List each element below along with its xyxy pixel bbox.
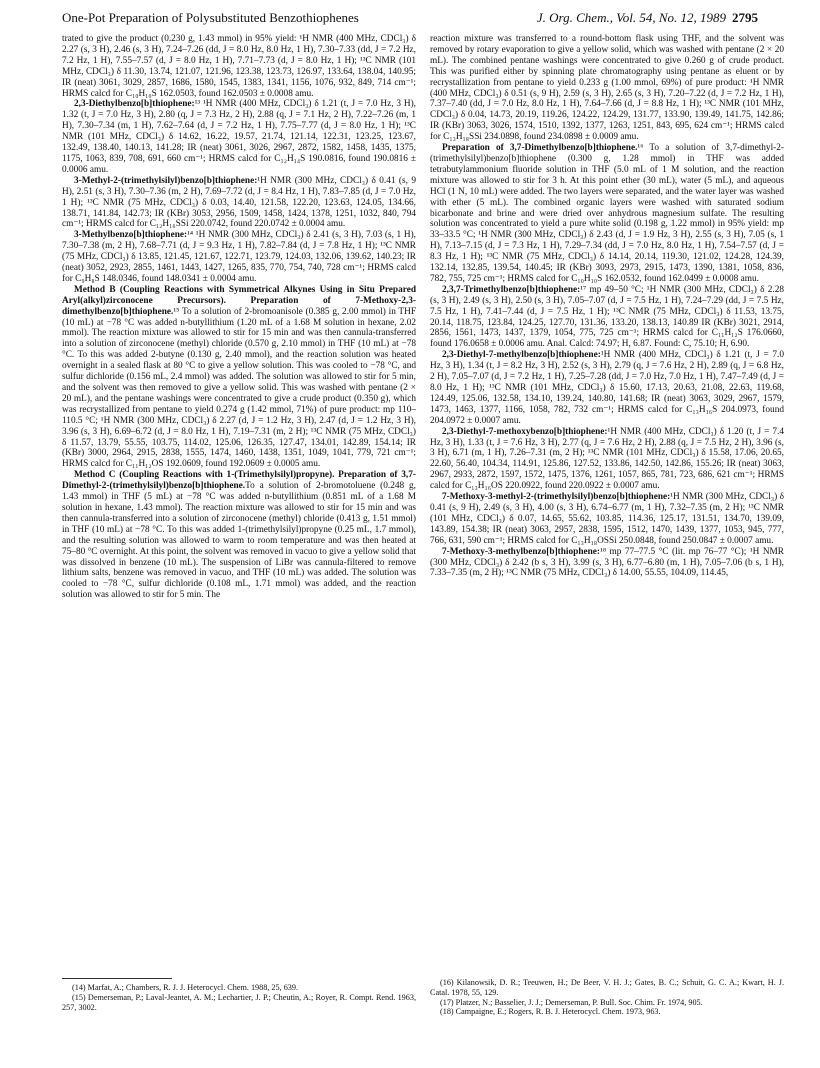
entry-title: 2,3,7-Trimethylbenzo[b]thiophene: xyxy=(442,284,581,295)
footnotes-left xyxy=(62,978,416,1012)
entry-title: 2,3-Diethyl-7-methoxybenzo[b]thiophene: xyxy=(442,426,608,437)
footnote: (16) Kilanowsik, D. R.; Teeuwen, H.; De Beer, V. H. J.; Gates, B. C.; Schuit, G. C. A.; Kwart, H. J. Catal. 1978, 55, 129. xyxy=(430,978,784,997)
journal-name: J. Org. Chem., Vol. 54, No. 12, 1989 xyxy=(536,10,726,25)
entry-title: 3-Methyl-2-(trimethylsilyl)benzo[b]thiophene: xyxy=(74,175,258,186)
entry-text: trated to give the product (0.230 g, 1.43 mmol) in 95% yield: ¹H NMR (400 MHz, CDCl₃) δ 2.27 (s, 3 H), 2.46 (s, 3 H), 7.24–7.26 (dd, J = 8.0 Hz, 8.0 Hz, 1 H), 7.30–7.33 (dd, J = 7.2 Hz, 7.2 Hz, 1 H), 7.55–7.57 (d, J = 8.0 Hz, 1 H), 7.71–7.73 (d, J = 8.0 Hz, 1 H); ¹³C NMR (101 MHz, CDCl₃) δ 11.30, 13.74, 121.07, 121.96, 123.38, 123.73, 126.97, 133.64, 138.04, 140.95; IR (neat) 3061, 3029, 2857, 1686, 1580, 1545, 1383, 1341, 1156, 1076, 932, 849, 714 cm⁻¹; HRMS calcd for C₁₀H₁₀S 162.0503, found 162.0503 ± 0.0008 amu. xyxy=(62,34,416,99)
entry-text: ¹³ ¹H NMR (400 MHz, CDCl₃) δ 1.21 (t, J = 7.0 Hz, 3 H), 1.32 (t, J = 7.0 Hz, 3 H), 2.80 (q, J = 7.3 Hz, 2 H), 2.88 (q, J = 7.1 Hz, 2 H), 7.22–7.26 (m, 1 H), 7.30–7.34 (m, 1 H), 7.62–7.64 (d, J = 7.2 Hz, 1 H), 7.75–7.77 (d, J = 8.0 Hz, 1 H); ¹³C NMR (101 MHz, CDCl₃) δ 14.62, 16.22, 19.57, 21.74, 121.14, 122.31, 123.25, 123.67, 132.49, 138.40, 140.13, 141.28; IR (neat) 3061, 3026, 2967, 2872, 1582, 1458, 1435, 1375, 1175, 1063, 839, 708, 691, 660 cm⁻¹; HRMS calcd for C₁₂H₁₄S 190.0816, found 190.0816 ± 0.0006 amu. xyxy=(62,99,416,175)
footnote: (14) Marfat, A.; Chambers, R. J. J. Heterocycl. Chem. 1988, 25, 639. xyxy=(72,983,299,992)
compound-entry xyxy=(430,285,784,350)
entry-text: reaction mixture was transferred to a round-bottom flask using THF, and the solvent was removed by rotary evaporation to give a yellow solid, which was washed with pentane (2 × 20 mL). The combined pentane washings were concentrated to give 0.260 g of crude product. This was purified either by spinning plate chromatography using pentane as eluent or by recrystallization from pentane to yield 0.233 g (1.00 mmol, 69%) of pure product: ¹H NMR (400 MHz, CDCl₃) δ 0.51 (s, 9 H), 2.59 (s, 3 H), 2.65 (s, 3 H), 7.20–7.22 (d, J = 7.2 Hz, 1 H), 7.37–7.40 (dd, J = 7.0 Hz, 8.0 Hz, 1 H), 7.64–7.66 (d, J = 8.8 Hz, 1 H); ¹³C NMR (101 MHz, CDCl₃) δ 0.04, 14.73, 20.19, 119.26, 124.22, 124.29, 131.77, 133.90, 139.49, 141.75, 142.86; IR (KBr) 3063, 3026, 1574, 1510, 1392, 1377, 1263, 1251, 843, 695, 624 cm⁻¹; HRMS calcd for C₁₃H₁₈SSi 234.0898, found 234.0898 ± 0.0009 amu. xyxy=(430,34,784,143)
compound-entry xyxy=(62,99,416,175)
entry-text: ¹H NMR (400 MHz, CDCl₃) δ 1.20 (t, J = 7.4 Hz, 3 H), 1.33 (t, J = 7.6 Hz, 3 H), 2.77 (q, J = 7.6 Hz, 2 H), 2.88 (q, J = 7.5 Hz, 2 H), 3.96 (s, 3 H), 6.71 (m, 1 H), 7.26–7.31 (m, 2 H); ¹³C NMR (101 MHz, CDCl₃) δ 15.58, 17.06, 20.65, 22.60, 56.40, 104.34, 114.91, 125.86, 127.52, 133.86, 142.50, 142.86, 155.26; IR (neat) 3063, 2967, 2933, 2872, 1597, 1572, 1475, 1376, 1261, 1057, 865, 781, 723, 686, 621 cm⁻¹; HRMS calcd for C₁₃H₁₆OS 220.0922, found 220.0922 ± 0.0007 amu. xyxy=(430,426,784,492)
compound-entry xyxy=(430,492,784,547)
entry-text: ¹H NMR (300 MHz, CDCl₃) δ 0.41 (s, 9 H), 2.49 (s, 3 H), 4.00 (s, 3 H), 6.74–6.77 (m, 1 H), 7.32–7.35 (m, 2 H); ¹³C NMR (101 MHz, CDCl₃) δ 0.07, 14.65, 55.62, 103.85, 114.36, 125.17, 131.51, 134.70, 139.09, 143.89, 154.38; IR (neat) 3063, 2957, 2838, 1595, 1512, 1470, 1439, 1377, 1053, 945, 777, 766, 631, 590 cm⁻¹; HRMS calcd for C₁₃H₁₈OSSi 250.0848, found 250.0847 ± 0.0007 amu. xyxy=(430,492,784,546)
entry-text: ¹⁴ ¹H NMR (300 MHz, CDCl₃) δ 2.41 (s, 3 H), 7.03 (s, 1 H), 7.30–7.38 (m, 2 H), 7.68–7.71 (d, J = 9.3 Hz, 1 H), 7.82–7.84 (d, J = 7.8 Hz, 1 H); ¹³C NMR (75 MHz, CDCl₃) δ 13.85, 121.45, 121.67, 122.71, 123.79, 124.03, 132.06, 139.62, 140.23; IR (neat) 3052, 2923, 2855, 1461, 1443, 1427, 1265, 835, 770, 754, 740, 728 cm⁻¹; HRMS calcd for C₉H₈S 148.0346, found 148.0341 ± 0.0004 amu. xyxy=(62,230,416,284)
footnotes-right xyxy=(430,978,784,1017)
compound-entry xyxy=(430,427,784,492)
running-title: One-Pot Preparation of Polysubstituted Benzothiophenes xyxy=(62,10,359,25)
entry-text: ¹⁷ mp 49–50 °C; ¹H NMR (300 MHz, CDCl₃) δ 2.28 (s, 3 H), 2.49 (s, 3 H), 2.50 (s, 3 H), 7.05–7.07 (d, J = 7.5 Hz, 1 H), 7.24–7.29 (dd, J = 7.5 Hz, 7.5 Hz, 1 H), 7.41–7.44 (d, J = 7.5 Hz, 1 H); ¹³C NMR (75 MHz, CDCl₃) δ 11.53, 13.75, 20.14, 118.75, 123.84, 124.25, 127.70, 131.36, 133.20, 138.13, 140.89 IR (KBr) 3021, 2914, 2856, 1561, 1473, 1437, 1379, 1054, 775, 725 cm⁻¹; HRMS calcd for C₁₁H₁₂S 176.0660, found 176.0658 ± 0.0006 amu. Anal. Calcd: 74.97; H, 6.87. Found: C, 75.10; H, 6.90. xyxy=(430,284,784,350)
entry-text: ¹H NMR (300 MHz, CDCl₃) δ 0.41 (s, 9 H), 2.51 (s, 3 H), 7.30–7.36 (m, 2 H), 7.69–7.72 (d, J = 8.4 Hz, 1 H), 7.83–7.85 (d, J = 7.0 Hz, 1 H); ¹³C NMR (75 MHz, CDCl₃) δ 0.03, 14.40, 121.58, 122.20, 123.63, 124.05, 134.66, 138.71, 141.84, 142.73; IR (KBr) 3053, 2956, 1509, 1458, 1424, 1378, 1251, 1032, 840, 794 cm⁻¹; HRMS calcd for C₁₂H₁₆SSi 220.0742, found 220.0742 ± 0.0004 amu. xyxy=(62,175,416,230)
entry-text: ¹⁵ To a solution of 2-bromoanisole (0.385 g, 2.00 mmol) in THF (10 mL) at −78 °C was added n-butyllithium (1.20 mL of a 1.68 M solution in hexane, 2.02 mmol). The reaction mixture was allowed to stir for 15 min and was then cannula-transferred into a solution of zirconocene (methyl) chloride (0.570 g, 2.10 mmol) in THF (10 mL) at −78 °C. To this was added 2-butyne (0.130 g, 2.40 mmol), and the reaction solution was heated overnight in a sealed flask at 80 °C to give a yellow solution. This was cooled to −78 °C, and sulfur dichloride (0.156 mL, 2.4 mmol) was added. The solution was allowed to stir for 5 min, and the solvent was then removed to give a yellow solid. This was washed with pentane (2 × 20 mL), and the pentane washings were concentrated to give a crude product (0.350 g), which was recrystallized from pentane to yield 0.274 g (1.42 mmol, 71%) of pure product: mp 110–110.5 °C; ¹H NMR (300 MHz, CDCl₃) δ 2.27 (d, J = 1.2 Hz, 3 H), 2.47 (d, J = 1.2 Hz, 3 H), 3.96 (s, 3 H), 6.69–6.72 (d, J = 8.0 Hz, 1 H), 7.19–7.31 (m, 2 H); ¹³C NMR (75 MHz, CDCl₃) δ 11.57, 13.79, 55.55, 103.75, 114.02, 125.06, 126.35, 127.47, 134.01, 142.89, 154.14; IR (KBr) 3000, 2964, 2915, 2838, 1555, 1474, 1460, 1438, 1351, 1049, 1041, 779, 721 cm⁻¹; HRMS calcd for C₁₁H₁₂OS 192.0609, found 192.0609 ± 0.0005 amu. xyxy=(62,306,416,470)
footnote: (15) Demerseman, P.; Laval-Jeantet, A. M.; Lechartier, J. P.; Cheutin, A.; Royer, R. Compt. Rend. 1963, 257, 3002. xyxy=(62,992,416,1012)
footnote: (18) Campaigne, E.; Rogers, R. B. J. Heterocycl. Chem. 1973, 963. xyxy=(440,1007,661,1017)
entry-title: 7-Methoxy-3-methyl-2-(trimethylsilyl)benzo[b]thiophene: xyxy=(442,492,671,503)
entry-text: ¹⁸ mp 77–77.5 °C (lit. mp 76–77 °C); ¹H NMR (300 MHz, CDCl₃) δ 2.42 (b s, 3 H), 3.99 (s, 3 H), 6.77–6.80 (m, 1 H), 7.05–7.06 (b s, 1 H), 7.33–7.35 (m, 2 H); ¹³C NMR (75 MHz, CDCl₃) δ 14.00, 55.55, 104.09, 114.45, xyxy=(430,546,784,579)
entry-title: 2,3-Diethyl-7-methylbenzo[b]thiophene: xyxy=(442,350,601,361)
entry-title: 2,3-Diethylbenzo[b]thiophene: xyxy=(74,99,195,110)
footnote: (17) Platzer, N.; Basselier, J. J.; Demerseman, P. Bull. Soc. Chim. Fr. 1974, 905. xyxy=(440,997,703,1007)
right-column xyxy=(430,34,784,579)
compound-entry xyxy=(430,547,784,580)
entry-text: To a solution of 2-bromotoluene (0.248 g, 1.43 mmol) in THF (5 mL) at −78 °C was added n-butyllithium (0.851 mL of a 1.68 M solution in hexane, 1.43 mmol). The reaction mixture was allowed to stir for 15 min and was then cannula-transferred into a solution of zirconocene (methyl) chloride (0.413 g, 1.51 mmol) in THF (10 mL) at −78 °C. To this was added 1-(trimethylsilyl)propyne (0.25 mL, 1.7 mmol), and the resulting solution was allowed to warm to room temperature and was then heated at 75–80 °C overnight. At this point, the solvent was removed in vacuo to give a yellow solid that was dissolved in benzene (10 mL). The suspension of LiBr was cannula-filtered to remove lithium salts, benzene was removed in vacuo, and THF (10 mL) was added. The solution was cooled to −78 °C, sulfur dichloride (0.108 mL, 1.71 mmol) was added, and the reaction solution was allowed to stir for 5 min. The xyxy=(62,481,416,601)
entry-title: Preparation of 3,7-Dimethylbenzo[b]thiophene. xyxy=(442,143,638,154)
compound-entry xyxy=(62,230,416,285)
compound-entry xyxy=(430,143,784,285)
compound-entry xyxy=(62,285,416,470)
footnote-rule xyxy=(62,978,172,979)
compound-entry xyxy=(62,470,416,601)
entry-text: ¹⁶ To a solution of 3,7-dimethyl-2-(trimethylsilyl)benzo[b]thiophene (0.300 g, 1.28 mmol) in THF was added tetrabutylammonium fluoride solution in THF (5.0 mL of 1 M solution, and the reaction mixture was allowed to stir for 3 h. At this point ether (30 mL), water (5 mL), and aqueous HCl (1 N, 10 mL) were added. The two layers were separated, and the water layer was washed with ether (5 mL). The combined organic layers were washed with saturated sodium bicarbonate and brine and were dried over anhydrous magnesium sulfate. The resulting solution was concentrated to yield a pure white solid (0.198 g, 1.22 mmol) in 95% yield: mp 33–33.5 °C; ¹H NMR (300 MHz, CDCl₃) δ 2.43 (d, J = 1.9 Hz, 3 H), 2.55 (s, 3 H), 7.05 (s, 1 H), 7.13–7.15 (d, J = 7.3 Hz, 1 H), 7.29–7.34 (dd, J = 7.0 Hz, 8.0 Hz, 1 H), 7.54–7.57 (d, J = 8.3 Hz, 1 H); ¹³C NMR (75 MHz, CDCl₃) δ 14.14, 20.14, 119.30, 121.02, 124.28, 124.39, 132.14, 132.85, 139.54, 140.45; IR (KBr) 3093, 2973, 2915, 1473, 1390, 1381, 1058, 836, 782, 755, 725 cm⁻¹; HRMS calcd for C₁₀H₁₀S 162.0532, found 162.0499 ± 0.0008 amu. xyxy=(430,143,784,284)
compound-entry xyxy=(62,176,416,231)
left-column xyxy=(62,34,416,601)
entry-title: 7-Methoxy-3-methylbenzo[b]thiophene: xyxy=(442,546,601,557)
entry-title: Method C (Coupling Reactions with 1-(Trimethylsilyl)propyne). Preparation of 3,7-Dimethyl-2-(trimethylsilyl)benzo[b]thiophene. xyxy=(62,470,416,492)
page-number: 2795 xyxy=(732,10,758,25)
journal-citation xyxy=(537,10,758,26)
paragraph xyxy=(430,34,784,143)
entry-title: Method B (Coupling Reactions with Symmetrical Alkynes Using in Situ Prepared Aryl(alkyl)zirconocene Precursors). Preparation of 7-Methoxy-2,3-dimethylbenzo[b]thiophene. xyxy=(62,284,416,317)
paragraph xyxy=(62,34,416,99)
entry-text: ¹H NMR (400 MHz, CDCl₃) δ 1.21 (t, J = 7.0 Hz, 3 H), 1.34 (t, J = 8.2 Hz, 3 H), 2.52 (s, 3 H), 2.79 (q, J = 7.6 Hz, 2 H), 2.89 (q, J = 6.8 Hz, 2 H), 7.05–7.07 (d, J = 7.2 Hz, 1 H), 7.25–7.28 (dd, J = 7.0 Hz, 7.0 Hz, 1 H), 7.47–7.49 (d, J = 8.0 Hz, 1 H); ¹³C NMR (101 MHz, CDCl₃) δ 15.60, 17.13, 20.63, 21.08, 22.63, 119.68, 124.49, 125.06, 132.58, 134.10, 139.24, 140.80, 141.68; IR (neat) 3063, 3029, 2967, 1579, 1473, 1463, 1377, 1166, 1058, 782, 732 cm⁻¹; HRMS calcd for C₁₃H₁₆S 204.0973, found 204.0972 ± 0.0007 amu. xyxy=(430,350,784,426)
entry-title: 3-Methylbenzo[b]thiophene: xyxy=(74,230,188,241)
compound-entry xyxy=(430,350,784,426)
